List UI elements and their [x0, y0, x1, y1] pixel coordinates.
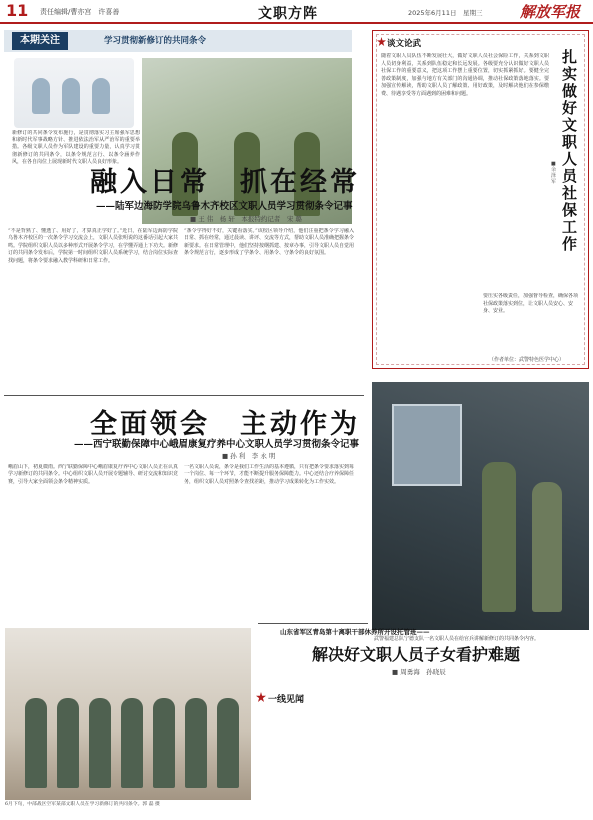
- figure-icon: [92, 78, 110, 114]
- divider: [258, 623, 368, 624]
- section-title: 文职方阵: [258, 6, 318, 22]
- article1-byline: ■ 王 伟 杨 轩 本报特约记者 宋 璐: [190, 215, 302, 223]
- bottom-photo-caption: 6月下旬，中部战区空军某部文职人员在学习新修订的共同条令。郭 磊 摄: [5, 802, 160, 807]
- article3-byline: ■ 周勇海 孙晓辰: [392, 668, 446, 676]
- right-photo: [372, 382, 589, 630]
- person-figure: [25, 698, 47, 788]
- bottom-photo: [5, 628, 251, 800]
- divider: [4, 395, 364, 396]
- focus-banner: [4, 30, 352, 52]
- article2-byline: ■ 孙 利 李 永 明: [222, 452, 276, 460]
- figure-icon: [32, 78, 50, 114]
- star-icon: [256, 692, 266, 702]
- page-header: [0, 0, 593, 24]
- commentary-box: [372, 30, 589, 369]
- focus-tag: 本期关注: [12, 32, 68, 50]
- person-figure: [532, 482, 562, 612]
- article1-column: “不是背熟了、懂透了、用好了，才算真正学好了。”近日，在陆军边海防学院乌鲁木齐校区的一次条令学习交流会上，文职人员张明说的这番话引起大家共鸣。学院组织文职人员以多种形式开展条令学习，在学懂弄通上下功夫。新修订的共同条令发布后，学院第一时间组织文职人员系统学习，结合岗位实际查找问题，将条令要求融入教学科研和日常工作。: [8, 228, 178, 264]
- commentary-body: 随着文职人员队伍不断发展壮大，做好文职人员社会保险工作，关系到文职人员切身利益，关系到队伍稳定和长远发展。各级要充分认识做好文职人员社保工作的重要意义，把这项工作摆上重要位置，切实抓紧抓好。要健全完善政策制度，加强与地方有关部门的沟通协调，推动社保政策落地落实。要加强宣传解读，帮助文职人员了解政策、用好政策，及时解决他们在参保缴费、待遇享受等方面遇到的困难和问题。: [381, 53, 549, 97]
- page-number: 11: [6, 1, 29, 20]
- article1-deck: ——陆军边海防学院乌鲁木齐校区文职人员学习贯彻条令记事: [96, 201, 353, 212]
- date-line: 2025年6月11日 星期三: [408, 9, 483, 17]
- focus-illustration: [14, 58, 134, 128]
- editor-line: 责任编辑/曹亦宫 许喜善: [40, 8, 120, 16]
- article2-headline: 全面领会 主动作为: [90, 409, 360, 440]
- figure-icon: [62, 78, 80, 114]
- article1-headline: 融入日常 抓在经常: [90, 167, 360, 198]
- commentary-tag: 谈文论武: [387, 39, 422, 49]
- commentary-author-unit: （作者单位：武警特色医学中心）: [489, 357, 565, 363]
- article2-column: 一名文职人员说，条令是我们工作生活的基本遵循，只有把条令要求落实到每一个岗位、每一个环节，才能不断提升服务保障能力。中心还结合疗养保障任务，组织文职人员对照条令查找差距，推动学习成果转化为工作实效。: [184, 464, 354, 485]
- article2-column: 峨眉山下，初夏微雨。西宁联勤保障中心峨眉康复疗养中心文职人员正在认真学习新修订的共同条令。中心组织文职人员开展专题辅导、研讨交流和知识竞赛，引导大家全面领会条令精神实质。: [8, 464, 178, 485]
- article3-headline: 解决好文职人员子女看护难题: [312, 645, 521, 664]
- person-figure: [482, 462, 516, 612]
- frontline-tag: 一线见闻: [268, 695, 305, 705]
- person-figure: [153, 698, 175, 788]
- person-figure: [217, 698, 239, 788]
- focus-intro: 新修订的共同条令发布施行，是贯彻落实习主席强军思想和新时代军事战略方针、推进依法治军从严治军的重要举措。各级文职人员作为军队建设的重要力量，认真学习贯彻新修订的共同条令，以条令规范言行、以条令涵养作风，在各自岗位上展现新时代文职人员良好形象。: [12, 130, 140, 165]
- commentary-title: 扎实做好文职人员社保工作: [562, 48, 578, 253]
- display-board: [392, 404, 462, 486]
- person-figure: [121, 698, 143, 788]
- article1-column: “条令学得好不好，关键看落实。”该校区领导介绍，他们注重把条令学习融入日常、抓在经常，通过晨读、讲评、交流等方式，帮助文职人员准确把握条令新要求。在日常管理中，他们坚持按纲抓建、按章办事，引导文职人员自觉用条令规范言行，逐步形成了学条令、用条令、守条令的良好氛围。: [184, 228, 354, 257]
- commentary-author: ■余泽军: [551, 161, 557, 185]
- focus-subtitle: 学习贯彻新修订的共同条令: [104, 36, 207, 46]
- right-photo-caption: 武警福建总队宁德支队一名文职人员在给官兵讲解新修订的共同条令内容。: [374, 636, 540, 642]
- person-figure: [185, 698, 207, 788]
- person-figure: [89, 698, 111, 788]
- commentary-body-continued: 要压实各级责任，加强督导检查，确保各项社保政策落实到位，让文职人员安心、安身、安业。: [483, 293, 579, 314]
- article3-kicker: 山东省军区青岛第十离职干部休养所开设托管班——: [280, 628, 430, 636]
- newspaper-masthead: 解放军报: [520, 3, 581, 21]
- person-figure: [57, 698, 79, 788]
- article2-deck: ——西宁联勤保障中心峨眉康复疗养中心文职人员学习贯彻条令记事: [74, 439, 360, 450]
